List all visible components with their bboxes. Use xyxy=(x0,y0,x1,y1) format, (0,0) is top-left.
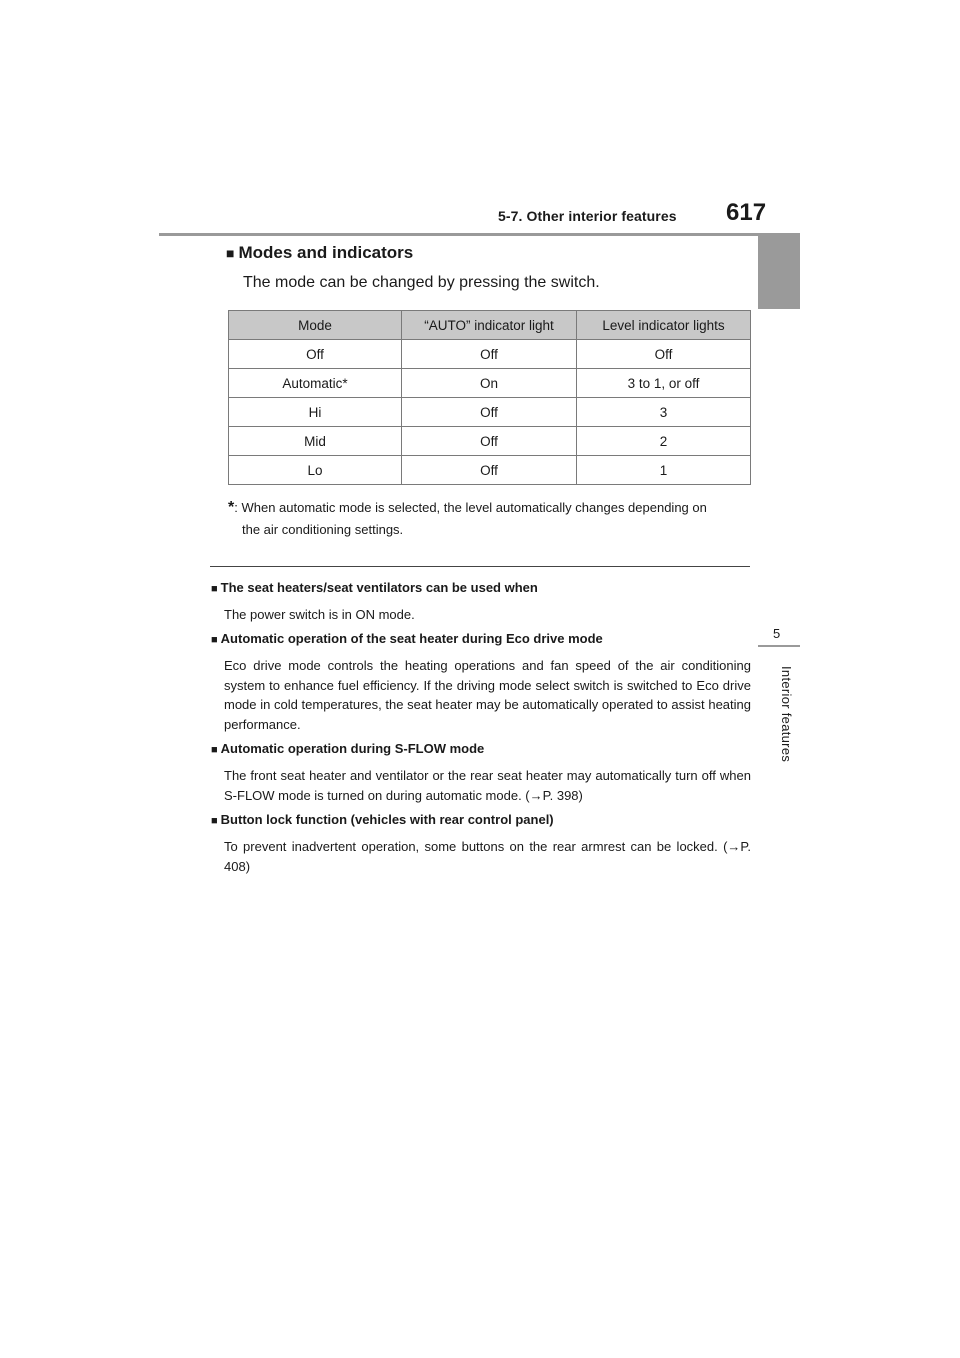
note-body: Eco drive mode controls the heating operations and fan speed of the air conditioning system to enhance fuel efficiency. If the driving mode select switch is switched to Eco drive mode in cold temperatures, the seat heater may be automatically operated to assist heating performance. xyxy=(224,658,751,732)
square-bullet-icon: ■ xyxy=(211,583,218,595)
note-title xyxy=(211,811,751,830)
section-heading xyxy=(226,243,413,263)
note-title-text: Button lock function (vehicles with rear control panel) xyxy=(220,812,554,827)
table-row xyxy=(229,340,751,369)
note-title xyxy=(211,579,751,598)
note-body: The front seat heater and ventilator or the rear seat heater may automatically turn off when S-FLOW mode is turned on during automatic mode. (→P. 398) xyxy=(224,768,751,803)
table-cell: 3 xyxy=(577,398,751,427)
note-block xyxy=(211,579,751,625)
note-body: The power switch is in ON mode. xyxy=(224,607,415,622)
footnote-text-line2: the air conditioning settings. xyxy=(242,522,404,537)
section-intro: The mode can be changed by pressing the switch. xyxy=(243,274,600,291)
note-body: To prevent inadvertent operation, some buttons on the rear armrest can be locked. (→P. 408) xyxy=(224,839,751,874)
table-cell: Mid xyxy=(229,427,402,456)
table-cell: Off xyxy=(229,340,402,369)
table-cell: Hi xyxy=(229,398,402,427)
column-header: “AUTO” indicator light xyxy=(402,311,577,340)
side-tab-block xyxy=(758,235,800,309)
square-bullet-icon: ■ xyxy=(211,634,218,646)
table-cell: 3 to 1, or off xyxy=(577,369,751,398)
note-block xyxy=(211,740,751,805)
table-cell: Off xyxy=(402,398,577,427)
table-row xyxy=(229,398,751,427)
table-cell: Off xyxy=(402,456,577,485)
footnote-marker: * xyxy=(228,499,235,516)
table-cell: Lo xyxy=(229,456,402,485)
table-row xyxy=(229,427,751,456)
table-cell: 1 xyxy=(577,456,751,485)
square-bullet-icon: ■ xyxy=(211,815,218,827)
note-title xyxy=(211,630,751,649)
table-row xyxy=(229,369,751,398)
footnote-text-line1: : When automatic mode is selected, the level automatically changes depending on xyxy=(234,500,707,515)
note-block xyxy=(211,811,751,876)
notes-divider xyxy=(210,566,750,567)
modes-table xyxy=(228,310,751,485)
note-title-text: The seat heaters/seat ventilators can be used when xyxy=(220,580,538,595)
table-cell: 2 xyxy=(577,427,751,456)
header-divider xyxy=(159,233,800,236)
table-cell: Automatic* xyxy=(229,369,402,398)
header-section-title: 5-7. Other interior features xyxy=(498,208,677,224)
column-header: Level indicator lights xyxy=(577,311,751,340)
table-footnote xyxy=(228,497,748,541)
side-tab-label: Interior features xyxy=(779,666,794,763)
table-row xyxy=(229,456,751,485)
section-heading-text: Modes and indicators xyxy=(238,243,414,262)
table-cell: On xyxy=(402,369,577,398)
note-title-text: Automatic operation during S-FLOW mode xyxy=(220,741,485,756)
table-header-row xyxy=(229,311,751,340)
square-bullet-icon: ■ xyxy=(211,744,218,756)
side-tab-divider xyxy=(758,645,800,647)
note-block xyxy=(211,630,751,734)
side-tab-number: 5 xyxy=(773,626,781,641)
column-header: Mode xyxy=(229,311,402,340)
note-title xyxy=(211,740,751,759)
table-cell: Off xyxy=(402,427,577,456)
table-cell: Off xyxy=(577,340,751,369)
square-bullet-icon: ■ xyxy=(226,245,235,261)
table-cell: Off xyxy=(402,340,577,369)
note-title-text: Automatic operation of the seat heater during Eco drive mode xyxy=(220,631,603,646)
page-number: 617 xyxy=(726,199,767,226)
